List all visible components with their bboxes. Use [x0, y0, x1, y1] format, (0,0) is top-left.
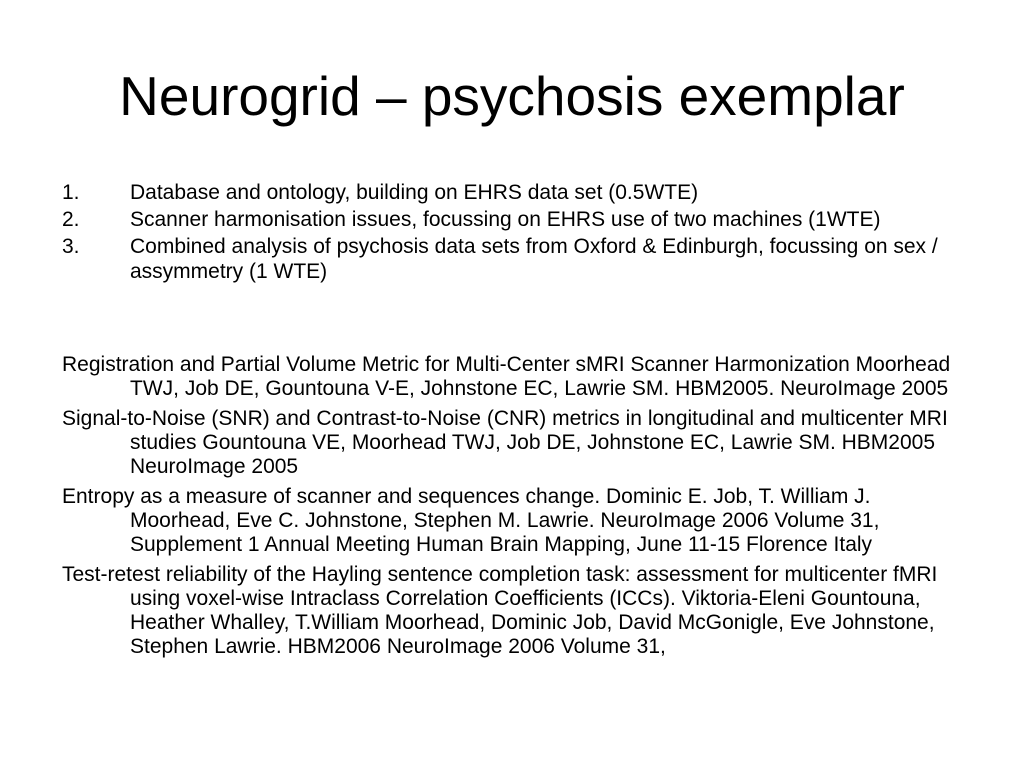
list-item [62, 207, 962, 232]
list-item-number: 2. [62, 208, 80, 231]
list-item-text: Scanner harmonisation issues, focussing on EHRS use of two machines (1WTE) [130, 208, 881, 231]
list-item-text: Combined analysis of psychosis data sets from Oxford & Edinburgh, focussing on sex / assymmetry (1 WTE) [130, 235, 938, 283]
numbered-list [62, 180, 962, 286]
list-item [62, 180, 962, 205]
reference-list [62, 353, 962, 665]
reference-entry: Test-retest reliability of the Hayling sentence completion task: assessment for multicenter fMRI using voxel-wise Intraclass Correlation Coefficients (ICCs). Viktoria-Eleni Gountouna, Heather Whalley, T.William Moorhead, Dominic Job, David McGonigle, Eve Johnstone, Stephen Lawrie. HBM2006 NeuroImage 2006 Volume 31, [62, 563, 938, 658]
list-item [62, 234, 962, 284]
reference-entry: Registration and Partial Volume Metric for Multi-Center sMRI Scanner Harmonization Moorhead TWJ, Job DE, Gountouna V-E, Johnstone EC, Lawrie SM. HBM2005. NeuroImage 2005 [62, 353, 951, 400]
list-item-number: 3. [62, 235, 80, 258]
list-item-text: Database and ontology, building on EHRS data set (0.5WTE) [130, 181, 699, 204]
list-item-number: 1. [62, 181, 80, 204]
reference-entry: Entropy as a measure of scanner and sequences change. Dominic E. Job, T. William J. Moorhead, Eve C. Johnstone, Stephen M. Lawrie. NeuroImage 2006 Volume 31, Supplement 1 Annual Meeting Human Brain Mapping, June 11-15 Florence Italy [62, 485, 880, 556]
slide-title: Neurogrid – psychosis exemplar [119, 65, 905, 127]
reference-entry: Signal-to-Noise (SNR) and Contrast-to-Noise (CNR) metrics in longitudinal and multicenter MRI studies Gountouna VE, Moorhead TWJ, Job DE, Johnstone EC, Lawrie SM. HBM2005 NeuroImage 2005 [62, 407, 948, 478]
